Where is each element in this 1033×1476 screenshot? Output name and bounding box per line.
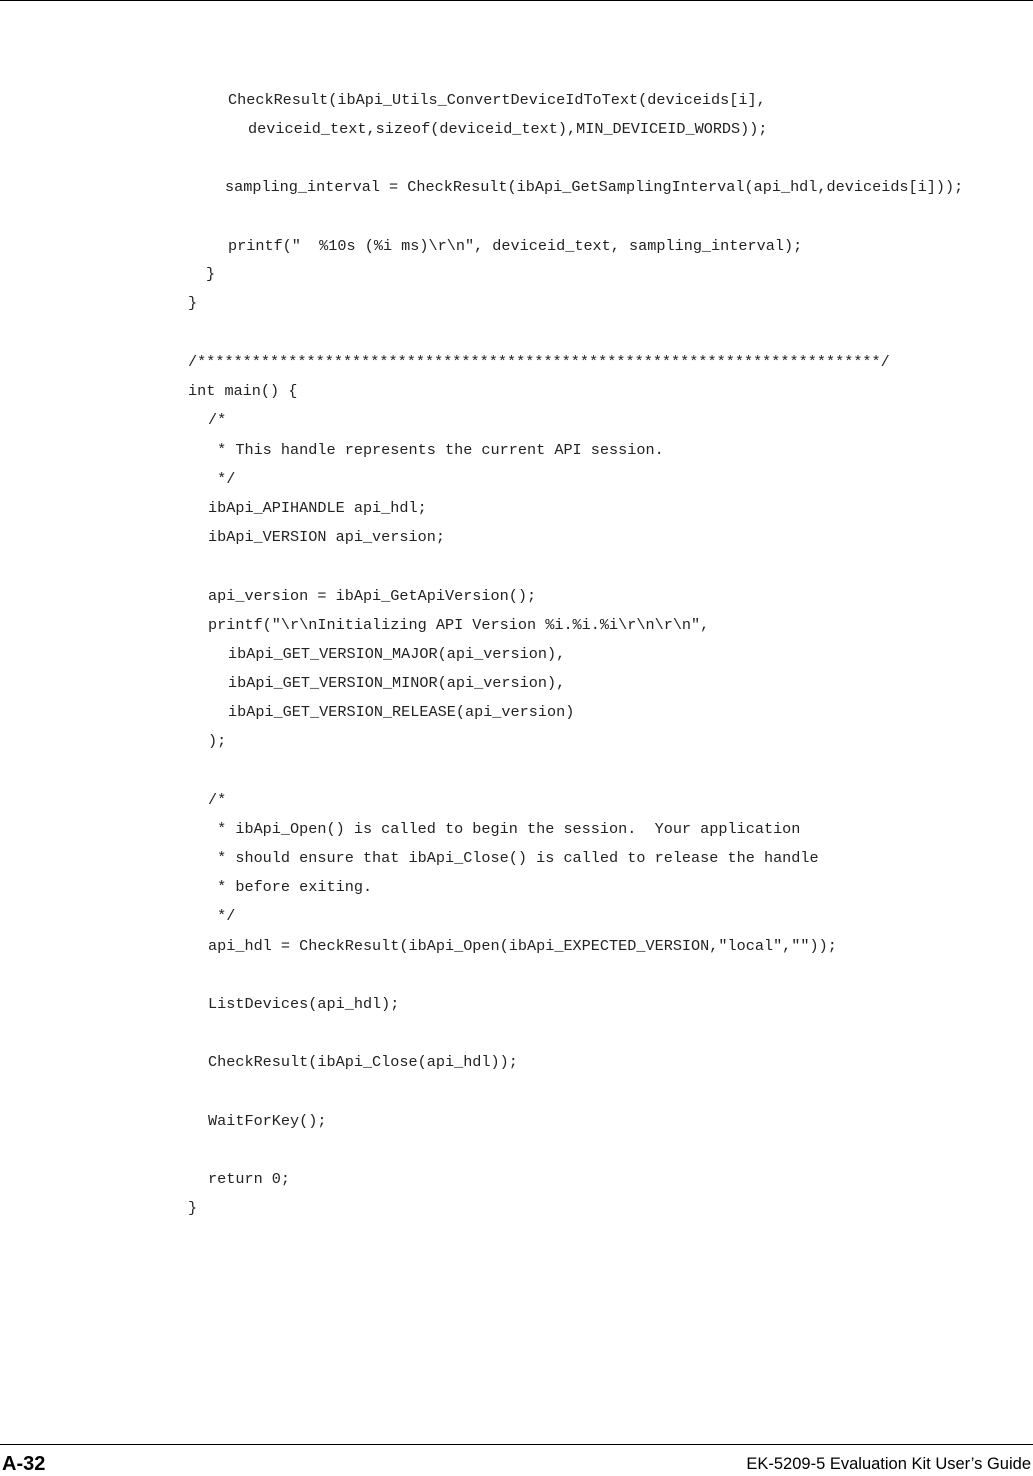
code-line: */ [208,470,236,488]
code-line: printf("\r\nInitializing API Version %i.%i.%i\r\n\r\n", [208,616,710,634]
code-line: api_version = ibApi_GetApiVersion(); [208,587,537,605]
code-line: return 0; [208,1170,291,1188]
code-line: /* [208,791,227,809]
code-line: ); [208,732,227,750]
code-line: printf(" %10s (%i ms)\r\n", deviceid_text, sampling_interval); [228,237,803,255]
code-line: } [188,294,198,312]
code-line: * should ensure that ibApi_Close() is called to release the handle [208,849,819,867]
code-line: ibApi_VERSION api_version; [208,528,445,546]
code-line: CheckResult(ibApi_Close(api_hdl)); [208,1053,518,1071]
code-line: ibApi_GET_VERSION_MINOR(api_version), [228,674,566,692]
document-title: EK-5209-5 Evaluation Kit User’s Guide [746,1455,1031,1473]
code-line: ListDevices(api_hdl); [208,995,400,1013]
code-line: /***************************************************************************/ [188,353,890,371]
code-line: ibApi_APIHANDLE api_hdl; [208,499,427,517]
code-line: sampling_interval = CheckResult(ibApi_GetSamplingInterval(api_hdl,deviceids[i])); [225,178,964,196]
code-line: int main() { [188,382,298,400]
code-line: ibApi_GET_VERSION_RELEASE(api_version) [228,703,575,721]
code-line: CheckResult(ibApi_Utils_ConvertDeviceIdToText(deviceids[i], [228,91,766,109]
footer-rule [0,1444,1033,1445]
code-line: } [206,265,216,283]
page-number: A-32 [2,1453,46,1475]
code-line: api_hdl = CheckResult(ibApi_Open(ibApi_EXPECTED_VERSION,"local","")); [208,937,837,955]
top-rule [0,0,1033,1]
code-line: deviceid_text,sizeof(deviceid_text),MIN_DEVICEID_WORDS)); [248,120,768,138]
code-line: * before exiting. [208,878,373,896]
code-line: * This handle represents the current API session. [208,441,664,459]
code-line: * ibApi_Open() is called to begin the session. Your application [208,820,801,838]
code-line: WaitForKey(); [208,1112,327,1130]
code-line: } [188,1199,198,1217]
code-line: */ [208,907,236,925]
code-line: /* [208,411,227,429]
code-line: ibApi_GET_VERSION_MAJOR(api_version), [228,645,566,663]
